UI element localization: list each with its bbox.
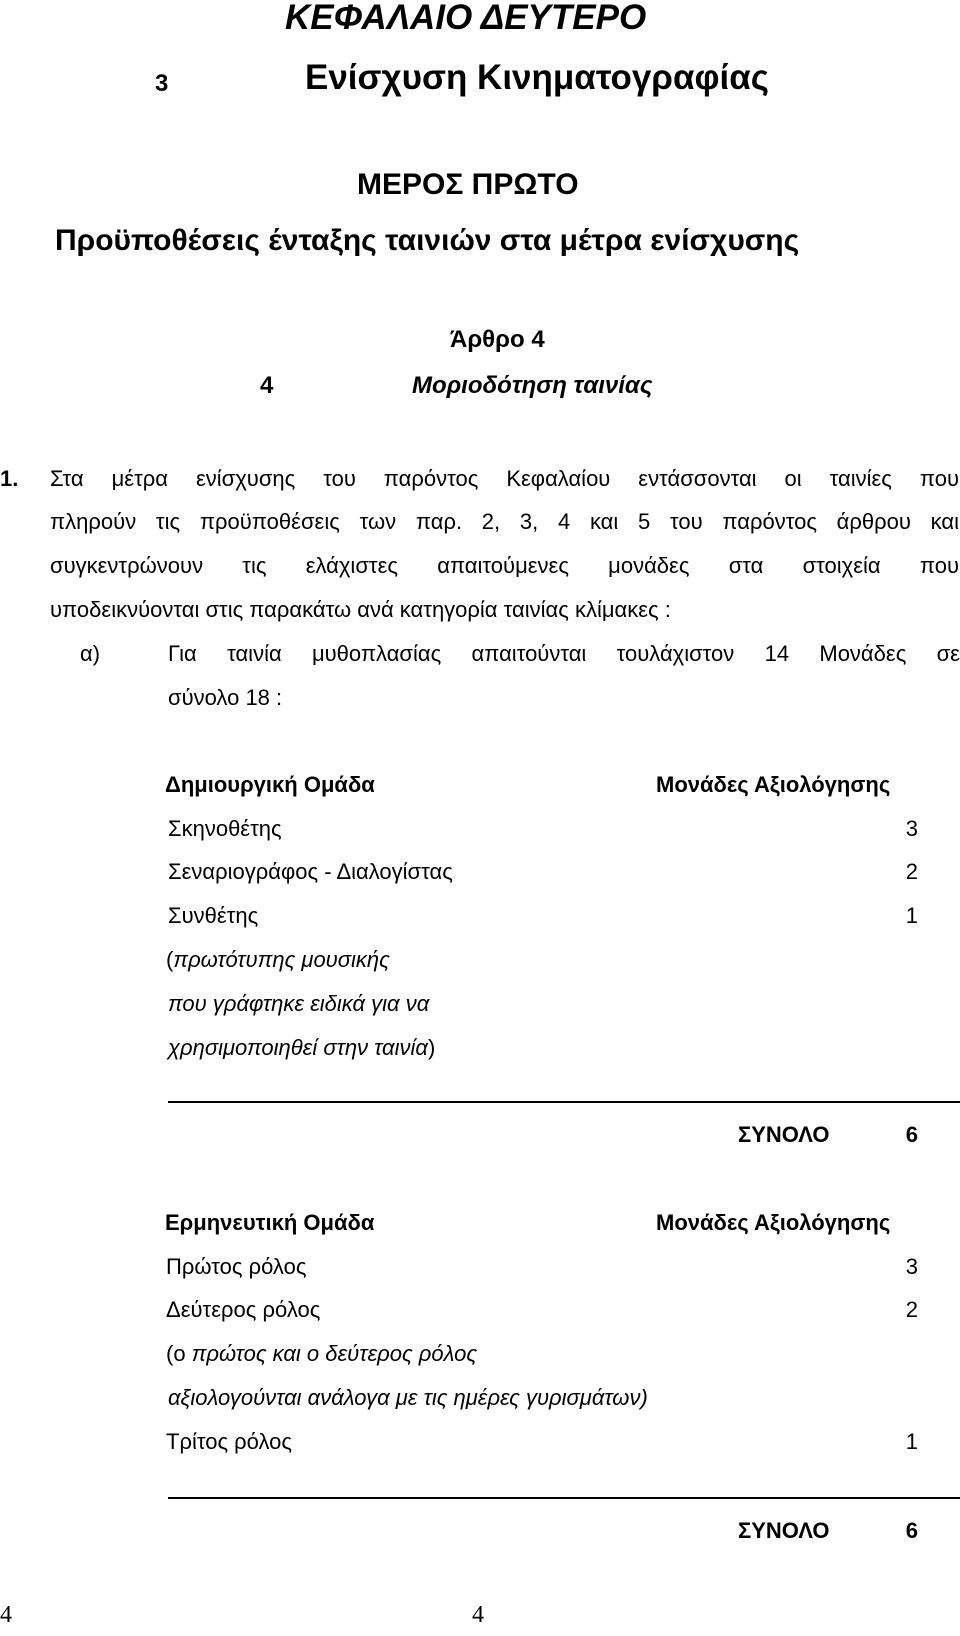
item-a-label: α) (80, 641, 101, 666)
note-line: που γράφτηκε ειδικά για να (168, 991, 430, 1016)
article-title: Μοριοδότηση ταινίας (412, 372, 653, 399)
table-row-value: 1 (905, 1429, 918, 1454)
note-text: πρώτος και ο δεύτερος ρόλος (191, 1341, 478, 1366)
article-number: 4 (260, 372, 274, 399)
note-close-paren: ) (427, 1035, 436, 1060)
paragraph-line: συγκεντρώνουν τις ελάχιστες απαιτούμενες μονάδες στα στοιχεία που (50, 553, 959, 578)
table-row-label: Σεναριογράφος - Διαλογίστας (168, 859, 453, 884)
section-number: 3 (155, 70, 169, 97)
part-title: ΜΕΡΟΣ ΠΡΩΤΟ (357, 168, 579, 201)
paragraph-line: πληρούν τις προϋποθέσεις των παρ. 2, 3, 4 και 5 του παρόντος άρθρου και (50, 509, 959, 534)
section-title: Ενίσχυση Κινηματογραφίας (305, 58, 769, 97)
table-row-value: 3 (905, 1254, 918, 1279)
note-line (166, 1341, 477, 1367)
note-open-paren: ( (166, 947, 174, 972)
paragraph-line: Στα μέτρα ενίσχυσης του παρόντος Κεφαλαίου εντάσσονται οι ταινίες που (50, 466, 959, 491)
points-header: Μονάδες Αξιολόγησης (656, 772, 891, 797)
note-line: αξιολογούνται ανάλογα με τις ημέρες γυρισμάτων) (168, 1385, 648, 1410)
paragraph-number: 1. (0, 466, 19, 491)
table-row-label: Δεύτερος ρόλος (166, 1297, 321, 1322)
table-row-label: Πρώτος ρόλος (166, 1254, 307, 1279)
note-line (166, 947, 390, 973)
table-row-label: Σκηνοθέτης (168, 816, 282, 841)
total-value: 6 (905, 1122, 918, 1147)
table-row-value: 2 (905, 1297, 918, 1322)
total-value: 6 (905, 1518, 918, 1543)
creative-team-header: Δημιουργική Ομάδα (165, 772, 375, 797)
table-row-value: 3 (905, 816, 918, 841)
table-row-value: 2 (905, 859, 918, 884)
performing-team-header: Ερμηνευτική Ομάδα (165, 1210, 375, 1235)
note-text: πρωτότυπης μουσικής (173, 947, 390, 972)
part-subtitle: Προϋποθέσεις ένταξης ταινιών στα μέτρα ενίσχυσης (55, 224, 800, 257)
table-row-label: Τρίτος ρόλος (166, 1429, 293, 1454)
footer-left-number: 4 (0, 1602, 12, 1628)
note-open-paren: (ο (166, 1341, 192, 1366)
page-number: 4 (472, 1602, 484, 1628)
paragraph-line: υποδεικνύονται στις παρακάτω ανά κατηγορία ταινίας κλίμακες : (50, 597, 671, 622)
item-a-line: σύνολο 18 : (168, 685, 283, 710)
points-header: Μονάδες Αξιολόγησης (656, 1210, 891, 1235)
item-a-line: Για ταινία μυθοπλασίας απαιτούνται τουλάχιστον 14 Μονάδες σε (168, 641, 960, 666)
table-row-value: 1 (905, 903, 918, 928)
total-rule (168, 1101, 960, 1103)
table-row-label: Συνθέτης (168, 903, 259, 928)
total-label: ΣΥΝΟΛΟ (738, 1122, 830, 1147)
chapter-heading: ΚΕΦΑΛΑΙΟ ΔΕΥΤΕΡΟ (285, 0, 647, 37)
total-rule (168, 1497, 960, 1499)
note-text: χρησιμοποιηθεί στην ταινία (168, 1035, 428, 1060)
total-label: ΣΥΝΟΛΟ (738, 1518, 830, 1543)
note-line (168, 1035, 435, 1061)
article-label: Άρθρο 4 (450, 326, 545, 353)
